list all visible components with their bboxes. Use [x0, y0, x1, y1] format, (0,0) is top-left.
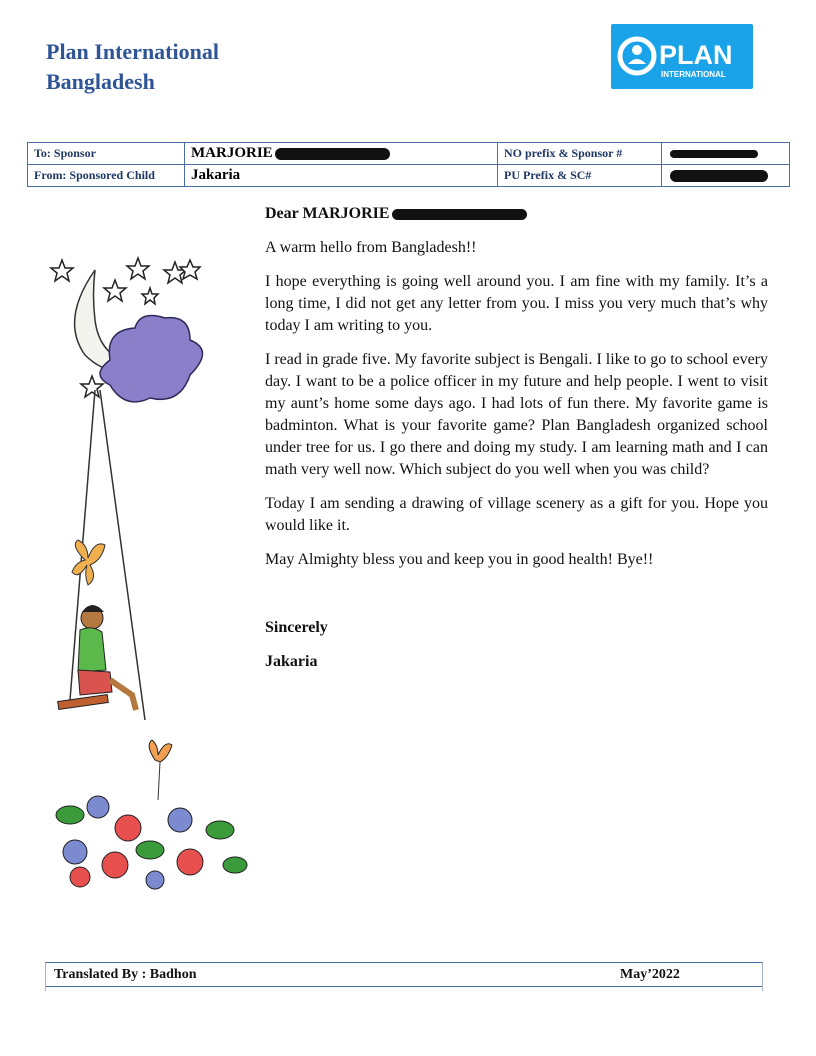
info-table: [27, 142, 790, 187]
redaction-mark: [275, 148, 390, 160]
redaction-mark: [392, 209, 527, 220]
plan-logo: [611, 24, 753, 89]
logo-circle-icon: [620, 39, 654, 73]
letter-paragraph: I hope everything is going well around you. I am fine with my family. It’s a long time, I did not get any letter from you. I miss you very much that’s why today I am writing to you.: [265, 273, 768, 334]
org-name: [46, 37, 219, 97]
redaction-mark: [670, 170, 768, 182]
to-value-cell: [185, 143, 498, 165]
to-value: MARJORIE: [191, 145, 273, 161]
footer-bar: [45, 962, 763, 991]
footer-rule: [46, 986, 762, 987]
translated-by: Translated By : Badhon: [54, 967, 197, 982]
sc-label: PU Prefix & SC#: [498, 165, 662, 187]
to-label: To: Sponsor: [28, 143, 185, 165]
sponsor-no-cell: [662, 143, 790, 165]
logo-text: PLAN: [659, 40, 733, 70]
letter-paragraph: Today I am sending a drawing of village scenery as a gift for you. Hope you would like it.: [265, 495, 768, 534]
info-row-to: [28, 143, 790, 165]
from-label: From: Sponsored Child: [28, 165, 185, 187]
butterfly-icon: [72, 540, 105, 585]
logo-subtext: INTERNATIONAL: [661, 70, 726, 79]
from-value: Jakaria: [185, 165, 498, 187]
footer-date: May’2022: [620, 967, 680, 982]
letter-signature: Jakaria: [265, 653, 318, 670]
letter-closing: Sincerely: [265, 619, 328, 636]
flowers-icon: [56, 740, 247, 889]
org-name-line2: Bangladesh: [46, 69, 155, 94]
sc-cell: [662, 165, 790, 187]
letter-body: [265, 203, 768, 685]
redaction-mark: [670, 150, 758, 158]
letter-greeting: Dear MARJORIE: [265, 203, 768, 225]
letter-paragraph: I read in grade five. My favorite subject is Bengali. I like to go to school every day. I want to be a police officer in my future and help people. I went to visit my aunt’s home some days ago. I had lots of fun there. My favorite game is badminton. What is your favorite game? Plan Bangladesh organized school under tree for us. I go there and doing my study. I am learning math and I can math very well now. Which subject do you well when you was child?: [265, 351, 768, 478]
letter-paragraph: May Almighty bless you and keep you in good health! Bye!!: [265, 551, 654, 568]
org-name-line1: Plan International: [46, 39, 219, 64]
swing-illustration: [40, 240, 260, 892]
boy-icon: [58, 605, 136, 710]
sponsor-no-label: NO prefix & Sponsor #: [498, 143, 662, 165]
letter-paragraph: A warm hello from Bangladesh!!: [265, 239, 477, 256]
cloud-icon: [100, 316, 203, 402]
info-row-from: [28, 165, 790, 187]
